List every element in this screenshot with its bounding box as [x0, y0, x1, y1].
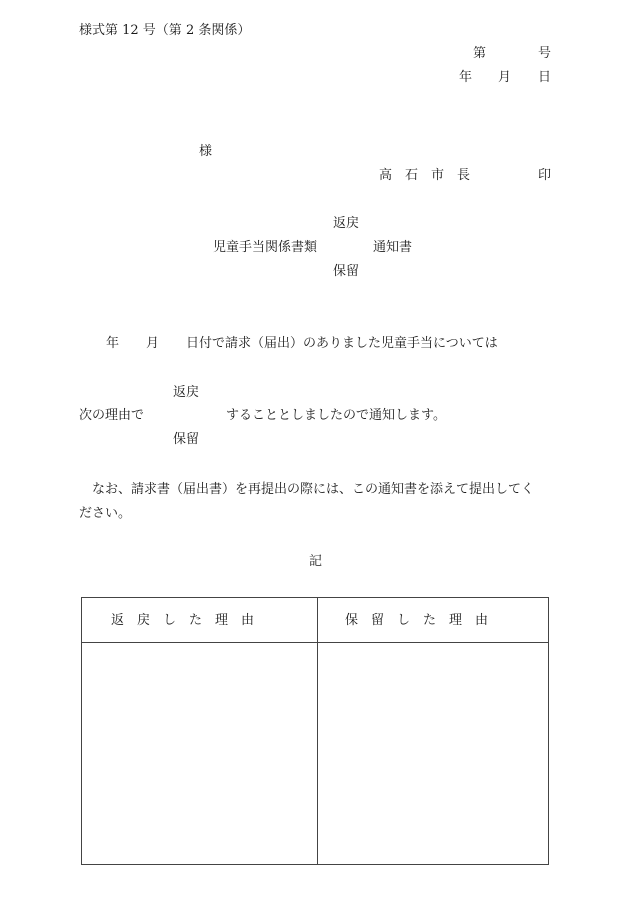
- title-suffix: 通知書: [373, 240, 413, 255]
- ki-heading: 記: [309, 554, 323, 569]
- number-go: 号: [538, 46, 552, 61]
- title-option-hold: 保留: [333, 264, 360, 279]
- form-id: 様式第 12 号（第 2 条関係）: [79, 23, 251, 38]
- addressee-suffix: 様: [199, 144, 213, 159]
- body-option-return: 返戻: [173, 385, 200, 400]
- table-header-hold-reason: 保 留 し た 理 由: [345, 613, 489, 628]
- body-option-hold: 保留: [173, 432, 200, 447]
- date-year: 年: [459, 70, 473, 85]
- issuer-title: 高 石 市 長: [379, 168, 471, 183]
- date-day: 日: [538, 70, 552, 85]
- title-prefix: 児童手当関係書類: [213, 240, 318, 255]
- reason-table: [81, 597, 549, 865]
- table-header-divider: [82, 642, 548, 643]
- body-line2-suffix: することとしましたので通知します。: [226, 408, 446, 423]
- body-line2-prefix: 次の理由で: [79, 408, 145, 423]
- table-header-return-reason: 返 戻 し た 理 由: [111, 613, 255, 628]
- table-column-divider: [317, 598, 318, 864]
- body-year: 年: [106, 336, 120, 351]
- date-month: 月: [498, 70, 512, 85]
- note-line-2: ださい。: [79, 506, 132, 521]
- body-line1-text: 日付で請求（届出）のありました児童手当については: [186, 336, 498, 351]
- body-month: 月: [146, 336, 160, 351]
- note-line-1: なお、請求書（届出書）を再提出の際には、この通知書を添えて提出してく: [92, 482, 535, 497]
- title-option-return: 返戻: [333, 216, 360, 231]
- number-dai: 第: [473, 46, 487, 61]
- issuer-seal: 印: [538, 168, 552, 183]
